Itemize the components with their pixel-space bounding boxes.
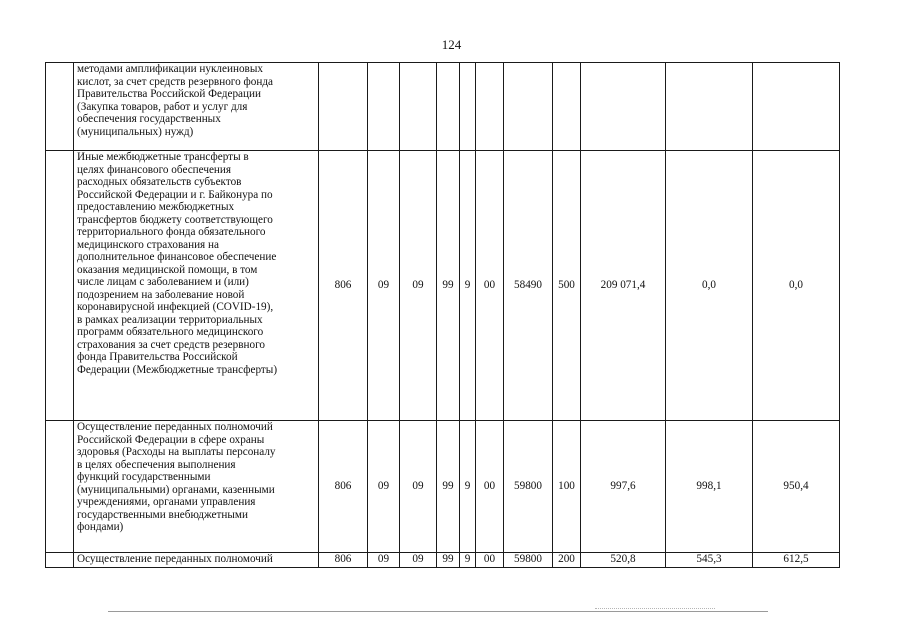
row-index-cell bbox=[46, 421, 74, 553]
subprogram-code-cell: 9 bbox=[460, 553, 476, 568]
direction-code-cell bbox=[504, 63, 553, 151]
section-code-cell bbox=[368, 63, 400, 151]
amount-year-1-cell: 520,8 bbox=[581, 553, 666, 568]
main-event-code-cell bbox=[476, 63, 504, 151]
program-code-cell: 99 bbox=[437, 553, 460, 568]
subprogram-code-cell: 9 bbox=[460, 151, 476, 421]
expense-type-code-cell: 100 bbox=[553, 421, 581, 553]
section-code-cell: 09 bbox=[368, 151, 400, 421]
program-code-cell: 99 bbox=[437, 151, 460, 421]
subprogram-code-cell: 9 bbox=[460, 421, 476, 553]
amount-year-3-cell: 0,0 bbox=[753, 151, 840, 421]
program-code-cell bbox=[437, 63, 460, 151]
footer-rule bbox=[108, 611, 768, 612]
expense-type-code-cell bbox=[553, 63, 581, 151]
section-code-cell: 09 bbox=[368, 553, 400, 568]
amount-year-3-cell: 612,5 bbox=[753, 553, 840, 568]
amount-year-3-cell bbox=[753, 63, 840, 151]
subsection-code-cell: 09 bbox=[400, 421, 437, 553]
row-index-cell bbox=[46, 63, 74, 151]
subsection-code-cell bbox=[400, 63, 437, 151]
table-row bbox=[46, 151, 840, 421]
table-row bbox=[46, 553, 840, 568]
subsection-code-cell: 09 bbox=[400, 553, 437, 568]
row-index-cell bbox=[46, 553, 74, 568]
budget-table bbox=[45, 62, 840, 568]
amount-year-1-cell: 997,6 bbox=[581, 421, 666, 553]
description-cell: Осуществление переданных полномочий bbox=[74, 553, 319, 568]
expense-type-code-cell: 500 bbox=[553, 151, 581, 421]
program-code-cell: 99 bbox=[437, 421, 460, 553]
main-event-code-cell: 00 bbox=[476, 151, 504, 421]
amount-year-2-cell: 998,1 bbox=[666, 421, 753, 553]
expense-type-code-cell: 200 bbox=[553, 553, 581, 568]
section-code-cell: 09 bbox=[368, 421, 400, 553]
direction-code-cell: 59800 bbox=[504, 553, 553, 568]
page-number: 124 bbox=[441, 37, 462, 52]
amount-year-2-cell: 0,0 bbox=[666, 151, 753, 421]
subsection-code-cell: 09 bbox=[400, 151, 437, 421]
description-cell: Иные межбюджетные трансферты в целях финансового обеспечения расходных обязательств субъектов Российской Федерации и г. Байконура по предоставлению межбюджетных трансфертов бюджету соответствующего территориального фонда обязательного медицинского страхования на дополнительное финансовое обеспечение оказания медицинской помощи, в том числе лицам с заболеванием и (или) подозрением на заболевание новой коронавирусной инфекцией (COVID-19), в рамках реализации территориальных программ обязательного медицинского страхования за счет средств резервного фонда Правительства Российской Федерации (Межбюджетные трансферты) bbox=[74, 151, 319, 421]
amount-year-1-cell bbox=[581, 63, 666, 151]
ministry-code-cell bbox=[319, 63, 368, 151]
table-row bbox=[46, 421, 840, 553]
direction-code-cell: 58490 bbox=[504, 151, 553, 421]
subprogram-code-cell bbox=[460, 63, 476, 151]
ministry-code-cell: 806 bbox=[319, 151, 368, 421]
main-event-code-cell: 00 bbox=[476, 553, 504, 568]
description-cell: Осуществление переданных полномочий Российской Федерации в сфере охраны здоровья (Расходы на выплаты персоналу в целях обеспечения выполнения функций государственными (муниципальными) органами, казенными учреждениями, органами управления государственными внебюджетными фондами) bbox=[74, 421, 319, 553]
amount-year-3-cell: 950,4 bbox=[753, 421, 840, 553]
row-index-cell bbox=[46, 151, 74, 421]
ministry-code-cell: 806 bbox=[319, 421, 368, 553]
scan-artifact-dots bbox=[595, 608, 715, 610]
direction-code-cell: 59800 bbox=[504, 421, 553, 553]
table-row bbox=[46, 63, 840, 151]
amount-year-1-cell: 209 071,4 bbox=[581, 151, 666, 421]
amount-year-2-cell: 545,3 bbox=[666, 553, 753, 568]
main-event-code-cell: 00 bbox=[476, 421, 504, 553]
ministry-code-cell: 806 bbox=[319, 553, 368, 568]
amount-year-2-cell bbox=[666, 63, 753, 151]
description-cell: методами амплификации нуклеиновых кислот, за счет средств резервного фонда Правительства Российской Федерации (Закупка товаров, работ и услуг для обеспечения государственных (муниципальных) нужд) bbox=[74, 63, 319, 151]
